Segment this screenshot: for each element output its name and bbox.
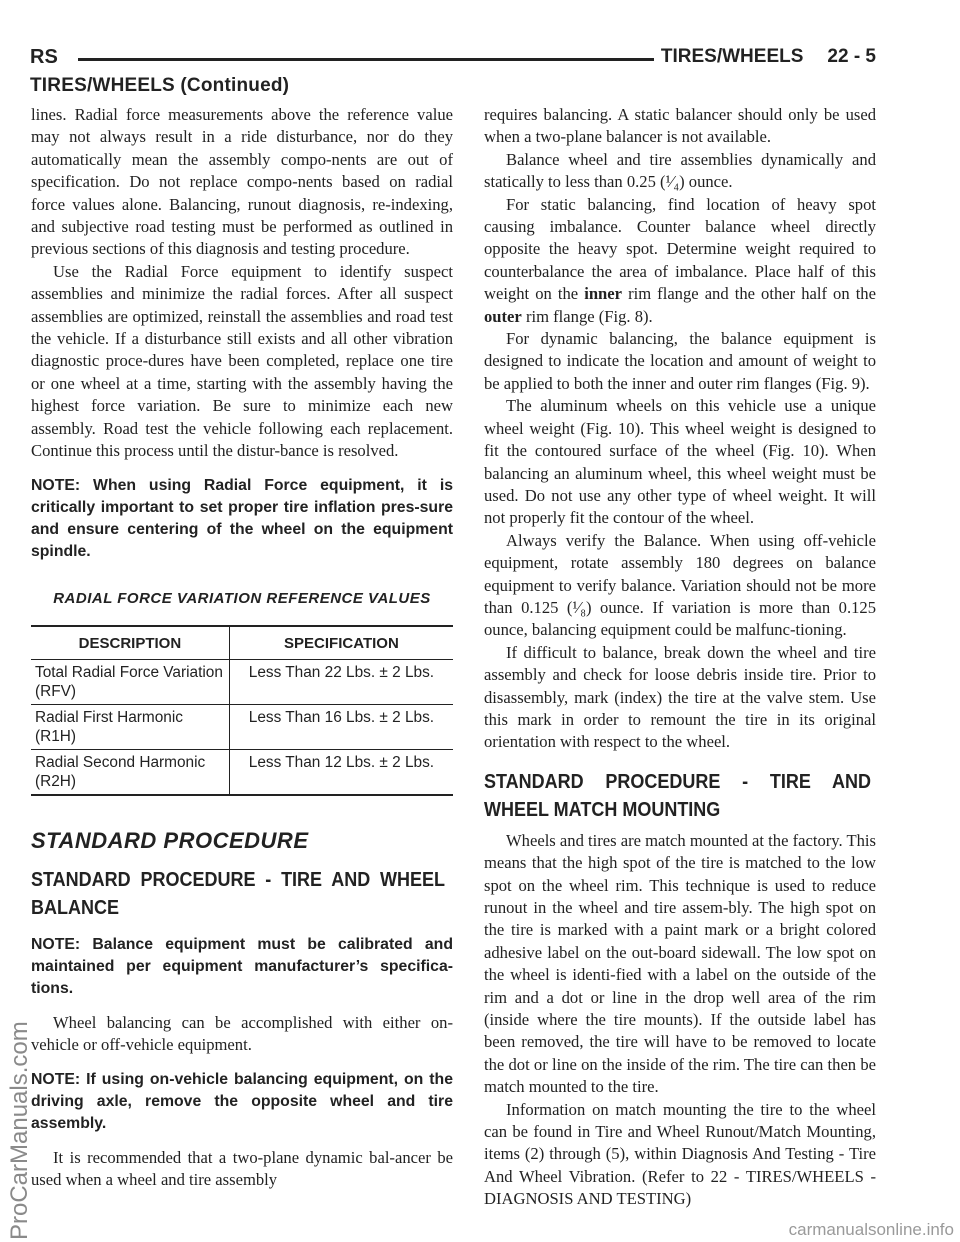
emphasis-outer: outer bbox=[484, 306, 522, 326]
text-run: rim flange (Fig. 8). bbox=[525, 306, 653, 326]
paragraph: Always verify the Balance. When using off-vehicle equipment, rotate assembly 180 degrees on balance equipment to verify balance. Variation should not be more than 0.125 (¹⁄₈) ounce. If variation is more than 0.125 ounce, balancing equipment could be malfunc-tioning. bbox=[484, 530, 876, 640]
subsection-title: STANDARD PROCEDURE - TIRE AND WHEEL BALANCE bbox=[31, 868, 445, 919]
column-header-description: DESCRIPTION bbox=[31, 626, 229, 660]
header-rule bbox=[78, 58, 654, 61]
paragraph: Use the Radial Force equipment to identify suspect assemblies and minimize the radial forces. After all suspect assemblies are optimized, reinstall the assemblies and road test the vehicle. If a disturbance still exists and all other vibration diagnostic proce-dures have been completed, replace one tire or one wheel at a time, starting with the assembly having the highest force variation. Be sure to minimize each new assembly. Road test the vehicle following each replacement. Continue this process until the distur-bance is resolved. bbox=[31, 261, 453, 461]
table-cell: Total Radial Force Variation (RFV) bbox=[31, 659, 229, 704]
table-title: RADIAL FORCE VARIATION REFERENCE VALUES bbox=[53, 589, 431, 607]
header-page-number: 22 - 5 bbox=[827, 46, 876, 67]
table-row bbox=[31, 704, 453, 749]
paragraph: Information on match mounting the tire to the wheel can be found in Tire and Wheel Runout/Match Mounting, items (2) through (5), within Diagnosis And Testing - Tire And Wheel Vibration. (Refer to 22 - TIRES/WHEELS - DIAGNOSIS AND TESTING) bbox=[484, 1099, 876, 1209]
header-model-code: RS bbox=[30, 46, 58, 68]
paragraph: If difficult to balance, break down the wheel and tire assembly and check for loose debris inside tire. Prior to disassembly, mark (index) the tire at the valve stem. Use this mark in order to remount the tire in its original orientation with respect to the wheel. bbox=[484, 642, 876, 752]
left-column bbox=[31, 104, 453, 1192]
continued-title: TIRES/WHEELS (Continued) bbox=[30, 75, 290, 96]
table-cell: Less Than 22 Lbs. ± 2 Lbs. bbox=[229, 659, 453, 704]
table-row bbox=[31, 749, 453, 795]
table-header-row bbox=[31, 626, 453, 660]
table-cell: Radial Second Harmonic (R2H) bbox=[31, 749, 229, 795]
side-watermark: ProCarManuals.com bbox=[6, 1021, 33, 1240]
emphasis-inner: inner bbox=[584, 284, 623, 304]
note: NOTE: If using on-vehicle balancing equipment, on the driving axle, remove the opposite wheel and tire assembly. bbox=[31, 1070, 453, 1132]
subsection-title: STANDARD PROCEDURE - TIRE AND WHEEL MATCH MOUNTING bbox=[484, 770, 871, 821]
table-cell: Radial First Harmonic (R1H) bbox=[31, 704, 229, 749]
text-run: For static balancing, find location of heavy spot causing imbalance. Counter balance wheel directly opposite the heavy spot. Determine weight required to counterbalance the area of imbalance. Place half of this weight on the bbox=[484, 194, 876, 304]
table-cell: Less Than 16 Lbs. ± 2 Lbs. bbox=[229, 704, 453, 749]
table-row bbox=[31, 659, 453, 704]
note: NOTE: When using Radial Force equipment, it is critically important to set proper tire inflation pres-sure and ensure centering of the wheel on the equipment spindle. bbox=[31, 476, 453, 560]
paragraph bbox=[484, 194, 876, 328]
paragraph: Wheels and tires are match mounted at the factory. This means that the high spot of the tire is matched to the low spot on the wheel rim. This technique is used to reduce runout in the wheel and tire assem-bly. The high spot on the tire is marked with a paint mark or a bright colored adhesive label on the out-board sidewall. The low spot on the wheel is identi-fied with a label on the outside of the rim and a dot or line in the drop well area of the rim (inside where the tire mounts). If the outside label has been removed, the tire will have to be removed to locate the dot or line on the inside of the rim. The tire can then be match mounted to the tire. bbox=[484, 830, 876, 1097]
note: NOTE: Balance equipment must be calibrated and maintained per equipment manufacturer’s specifica-tions. bbox=[31, 935, 453, 997]
header-section: TIRES/WHEELS bbox=[660, 46, 804, 67]
paragraph: Wheel balancing can be accomplished with either on-vehicle or off-vehicle equipment. bbox=[31, 1012, 453, 1055]
paragraph: For dynamic balancing, the balance equipment is designed to indicate the location and amount of weight to be applied to both the inner and outer rim flanges (Fig. 9). bbox=[484, 329, 876, 393]
paragraph: requires balancing. A static balancer should only be used when a two-plane balancer is not available. bbox=[484, 105, 876, 147]
text-run: rim flange and the other half on the bbox=[628, 284, 876, 304]
right-column bbox=[484, 104, 876, 1211]
paragraph: It is recommended that a two-plane dynamic bal-ancer be used when a wheel and tire assembly bbox=[31, 1147, 453, 1190]
column-header-specification: SPECIFICATION bbox=[229, 626, 453, 660]
section-title: STANDARD PROCEDURE bbox=[31, 827, 309, 853]
table-cell: Less Than 12 Lbs. ± 2 Lbs. bbox=[229, 749, 453, 795]
paragraph: The aluminum wheels on this vehicle use a unique wheel weight (Fig. 10). This wheel weight is designed to fit the contoured surface of the wheel (Fig. 10). When balancing an aluminum wheel, this wheel weight must be used. Do not use any other type of wheel weight. It will not properly fit the contour of the wheel. bbox=[484, 396, 876, 528]
footer-watermark: carmanualsonline.info bbox=[788, 1220, 954, 1239]
page-header bbox=[30, 42, 876, 72]
paragraph: Balance wheel and tire assemblies dynamically and statically to less than 0.25 (¹⁄₄) ounce. bbox=[484, 149, 876, 192]
paragraph: lines. Radial force measurements above the reference value may not always result in a ride disturbance, nor do they automatically mean the assembly compo-nents are out of specification. Do not replace compo-nents based on radial force values alone. Balancing, runout diagnosis, re-indexing, and subjective road testing must be performed as outlined in previous sections of this diagnosis and testing procedure. bbox=[31, 105, 453, 259]
radial-force-table bbox=[31, 625, 453, 796]
header-section-page bbox=[661, 46, 876, 68]
